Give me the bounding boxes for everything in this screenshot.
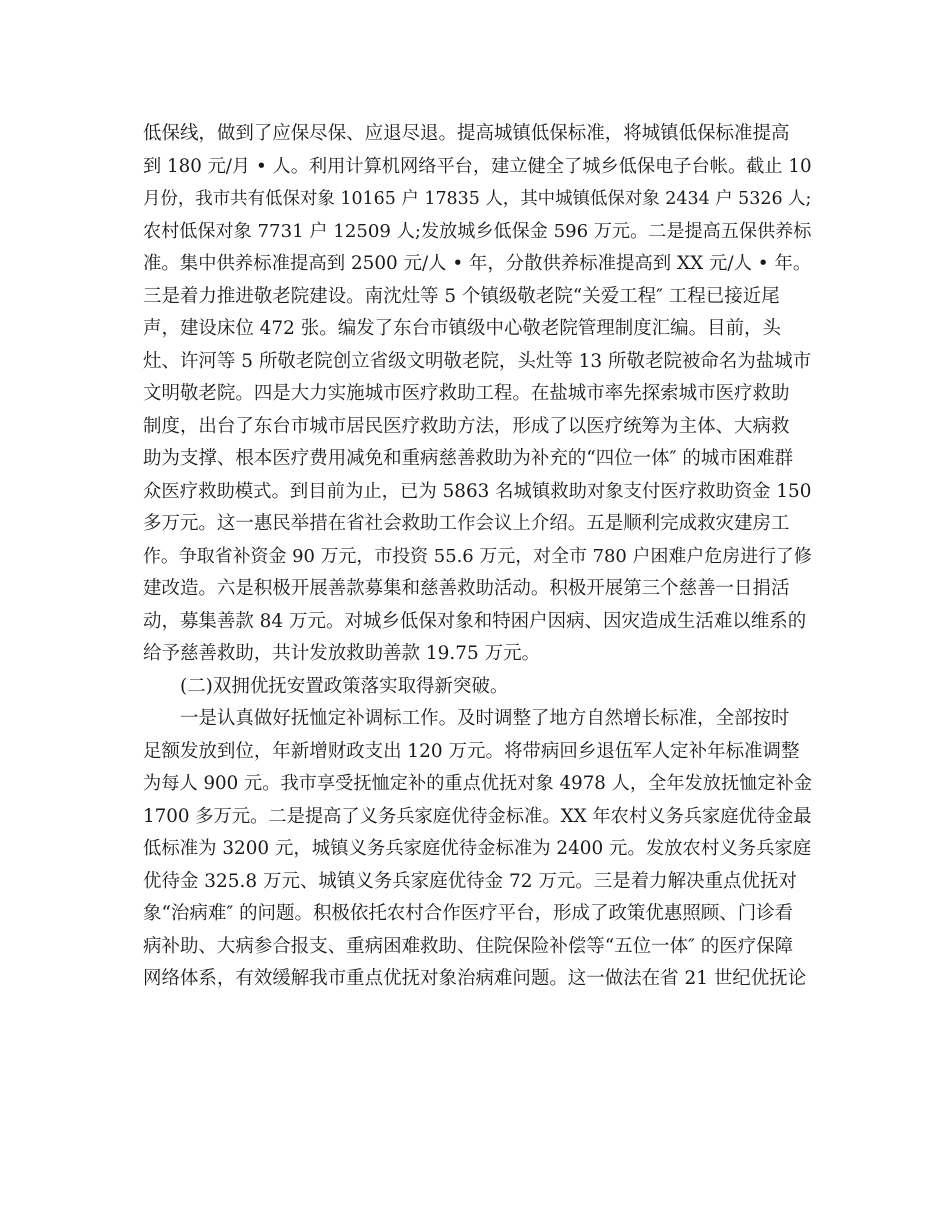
document-body: [143, 118, 813, 996]
text-line: 网络体系，有效缓解我市重点优抚对象治病难问题。这一做法在省 21 世纪优抚论: [143, 968, 807, 989]
text-line: 一是认真做好抚恤定补调标工作。及时调整了地方自然增长标准，全部按时: [180, 708, 790, 729]
text-line: 准。集中供养标准提高到 2500 元/人 • 年，分散供养标准提高到 XX 元/人 • 年。: [143, 253, 812, 274]
text-line: 助为支撑、根本医疗费用减免和重病慈善救助为补充的“四位一体″ 的城市困难群: [143, 448, 794, 469]
text-line: 建改造。六是积极开展善款募集和慈善救助活动。积极开展第三个慈善一日捐活: [143, 578, 790, 599]
text-line: 病补助、大病参合报支、重病困难救助、住院保险补偿等“五位一体″ 的医疗保障: [143, 935, 794, 957]
text-line: 作。争取省补资金 90 万元，市投资 55.6 万元，对全市 780 户困难户危房进行了修: [143, 545, 812, 567]
text-line: 众医疗救助模式。到目前为止，已为 5863 名城镇救助对象支付医疗救助资金 150: [143, 480, 812, 502]
text-line: 优待金 325.8 万元、城镇义务兵家庭优待金 72 万元。三是着力解决重点优抚对: [143, 870, 797, 892]
text-line: 动，募集善款 84 万元。对城乡低保对象和特困户因病、因灾造成生活难以维系的: [143, 610, 807, 632]
text-line: 为每人 900 元。我市享受抚恤定补的重点优抚对象 4978 人，全年发放抚恤定补金: [143, 773, 813, 794]
text-line: 声，建设床位 472 张。编发了东台市镇级中心敬老院管理制度汇编。目前，头: [143, 318, 781, 339]
text-line: 1700 多万元。二是提高了义务兵家庭优待金标准。XX 年农村义务兵家庭优待金最: [143, 805, 812, 827]
text-line: 农村低保对象 7731 户 12509 人;发放城乡低保金 596 万元。二是提高五保供养标: [143, 220, 812, 242]
text-line: 文明敬老院。四是大力实施城市医疗救助工程。在盐城市率先探索城市医疗救助: [143, 383, 790, 404]
text-line: 月份，我市共有低保对象 10165 户 17835 人，其中城镇低保对象 2434 户 5326 人;: [143, 189, 812, 209]
text-line: 象“治病难″ 的问题。积极依托农村合作医疗平台，形成了政策优惠照顾、门诊看: [143, 903, 794, 924]
text-line: (二)双拥优抚安置政策落实取得新突破。: [180, 675, 509, 697]
text-line: 低保线，做到了应保尽保、应退尽退。提高城镇低保标准，将城镇低保标准提高: [143, 123, 790, 144]
text-line: 多万元。这一惠民举措在省社会救助工作会议上介绍。五是顺利完成救灾建房工: [143, 513, 790, 534]
text-line: 低标准为 3200 元，城镇义务兵家庭优待金标准为 2400 元。发放农村义务兵家庭: [143, 838, 812, 859]
text-line: 到 180 元/月 • 人。利用计算机网络平台，建立健全了城乡低保电子台帐。截止 10: [143, 155, 812, 177]
text-line: 三是着力推进敬老院建设。南沈灶等 5 个镇级敬老院“关爱工程″ 工程已接近尾: [143, 285, 780, 307]
text-line: 灶、许河等 5 所敬老院创立省级文明敬老院，头灶等 13 所敬老院被命名为盐城市: [143, 350, 812, 372]
text-line: 足额发放到位，年新增财政支出 120 万元。将带病回乡退伍军人定补年标准调整: [143, 740, 800, 762]
text-line: 制度，出台了东台市城市居民医疗救助方法，形成了以医疗统筹为主体、大病救: [143, 415, 790, 437]
text-line: 给予慈善救助，共计发放救助善款 19.75 万元。: [143, 643, 541, 664]
